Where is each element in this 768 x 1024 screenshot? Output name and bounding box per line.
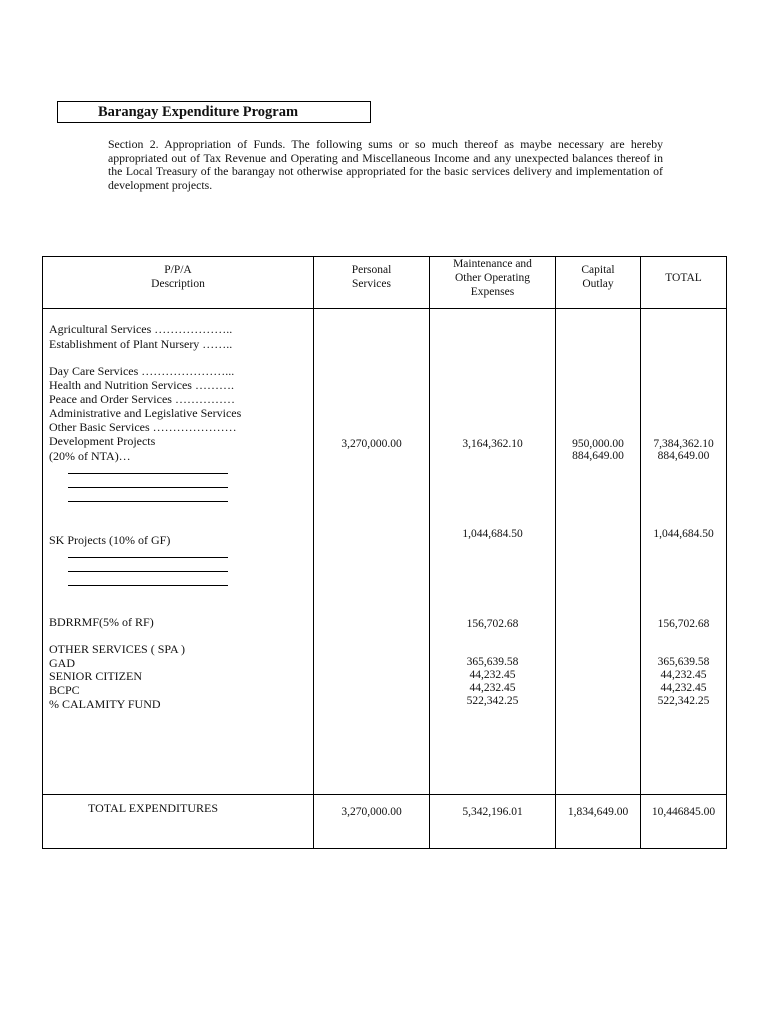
header-ppa-line2: Description (151, 278, 205, 290)
table-border-top (42, 256, 727, 257)
total-expenditures-label: TOTAL EXPENDITURES (88, 801, 219, 815)
header-divider (42, 308, 727, 309)
desc-nta: (20% of NTA)… (49, 449, 131, 463)
total-bdrrmf-value: 156,702.68 (657, 618, 710, 630)
blank-line (68, 487, 228, 488)
total-co-value: 1,834,649.00 (567, 806, 629, 818)
total-bcpc-value: 44,232.45 (660, 682, 707, 694)
desc-other-basic: Other Basic Services ………………… (49, 420, 237, 434)
section-paragraph: Section 2. Appropriation of Funds. The following sums or so much thereof as maybe necessary are hereby appropriated out of Tax Revenue and Operating and Miscellaneous Income and any unexpected balances thereof in the Local Treasury of the barangay not otherwise appropriated for the basic services delivery and implementation of development projects. (108, 137, 663, 192)
header-capital-line2: Outlay (582, 278, 614, 290)
co-nta-value: 884,649.00 (572, 450, 624, 462)
header-personal-services (314, 263, 429, 291)
header-mooe-line2: Other Operating (454, 272, 531, 284)
mooe-main-value: 3,164,362.10 (462, 438, 523, 450)
total-mooe-value: 5,342,196.01 (462, 806, 523, 818)
header-mooe-line1: Maintenance and (453, 258, 532, 270)
table-border-bottom (42, 848, 727, 849)
total-gad-value: 365,639.58 (657, 656, 710, 668)
table-border-left (42, 256, 43, 849)
total-nta-value: 884,649.00 (657, 450, 710, 462)
header-mooe-line3: Expenses (470, 286, 515, 298)
desc-development-projects: Development Projects (49, 434, 156, 448)
desc-bdrrmf: BDRRMF(5% of RF) (49, 615, 154, 629)
header-total: TOTAL (665, 272, 702, 284)
mooe-calamity-value: 522,342.25 (466, 695, 519, 707)
header-personal-line1: Personal (351, 264, 392, 276)
totals-divider (42, 794, 727, 795)
desc-health-nutrition: Health and Nutrition Services ………. (49, 378, 234, 392)
header-personal-line2: Services (352, 278, 391, 290)
column-divider (555, 256, 556, 849)
mooe-bdrrmf-value: 156,702.68 (466, 618, 519, 630)
total-senior-value: 44,232.45 (660, 669, 707, 681)
desc-agricultural: Agricultural Services ……………….. (49, 322, 233, 336)
grand-total-value: 10,446845.00 (651, 806, 716, 818)
table-border-right (726, 256, 727, 849)
desc-admin-legislative: Administrative and Legislative Services (49, 406, 242, 420)
ps-main-value: 3,270,000.00 (341, 438, 402, 450)
mooe-senior-value: 44,232.45 (469, 669, 516, 681)
desc-calamity-fund: % CALAMITY FUND (49, 697, 161, 711)
page-title: Barangay Expenditure Program (98, 104, 299, 120)
blank-line (68, 501, 228, 502)
mooe-gad-value: 365,639.58 (466, 656, 519, 668)
header-mooe (430, 257, 555, 299)
desc-peace-order: Peace and Order Services …………… (49, 392, 235, 406)
column-divider (313, 256, 314, 849)
blank-line (68, 571, 228, 572)
column-divider (429, 256, 430, 849)
desc-gad: GAD (49, 656, 75, 670)
total-sk-value: 1,044,684.50 (653, 528, 714, 540)
desc-senior-citizen: SENIOR CITIZEN (49, 669, 142, 683)
desc-plant-nursery: Establishment of Plant Nursery …….. (49, 337, 233, 351)
blank-line (68, 557, 228, 558)
mooe-sk-value: 1,044,684.50 (462, 528, 523, 540)
desc-day-care: Day Care Services …………………... (49, 364, 235, 378)
total-ps-value: 3,270,000.00 (341, 806, 402, 818)
header-capital-outlay (556, 263, 640, 291)
header-ppa (43, 263, 313, 291)
header-ppa-line1: P/P/A (164, 264, 192, 276)
column-divider (640, 256, 641, 849)
mooe-bcpc-value: 44,232.45 (469, 682, 516, 694)
blank-line (68, 473, 228, 474)
co-main-value: 950,000.00 (572, 438, 624, 450)
desc-bcpc: BCPC (49, 683, 80, 697)
desc-sk-projects: SK Projects (10% of GF) (49, 533, 171, 547)
total-main-value: 7,384,362.10 (653, 438, 714, 450)
blank-line (68, 585, 228, 586)
total-calamity-value: 522,342.25 (657, 695, 710, 707)
desc-other-services: OTHER SERVICES ( SPA ) (49, 642, 185, 656)
header-capital-line1: Capital (581, 264, 615, 276)
